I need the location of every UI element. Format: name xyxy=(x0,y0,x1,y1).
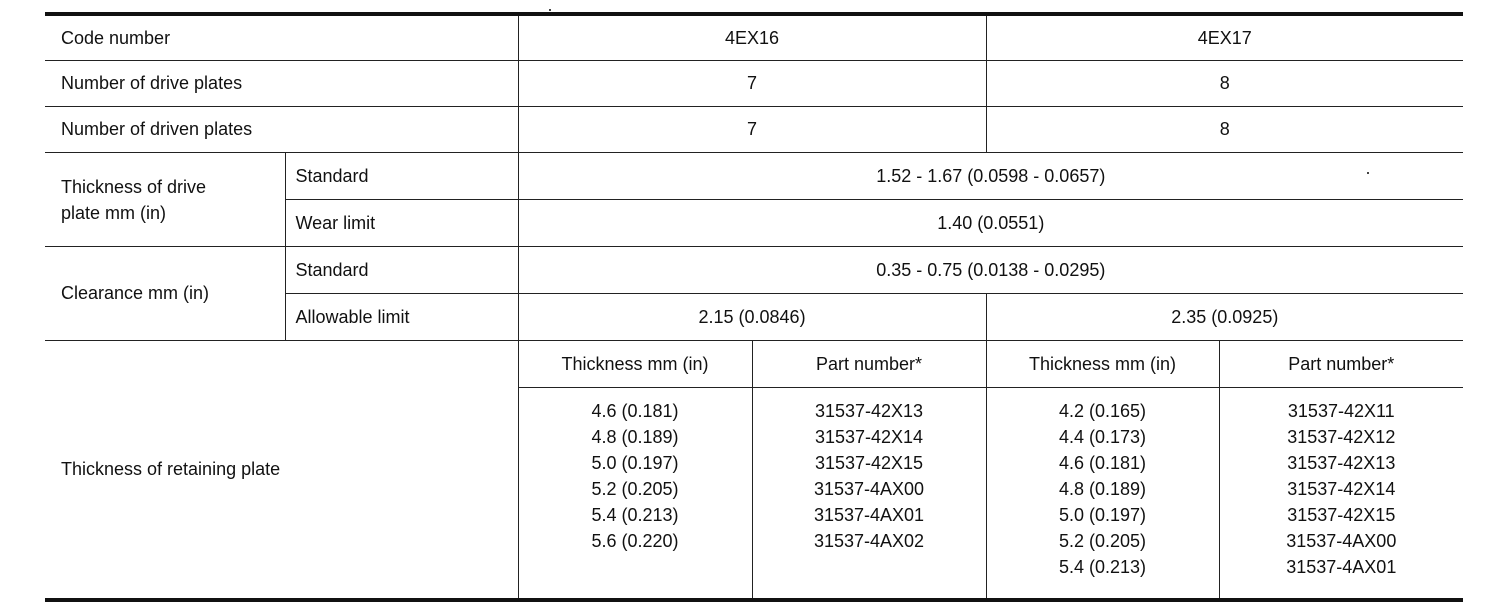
scan-speck xyxy=(549,9,551,11)
list-item: 4.4 (0.173) xyxy=(1059,427,1147,447)
code-number-4ex16: 4EX16 xyxy=(518,14,986,61)
drive-thickness-label-line1: Thickness of drive xyxy=(61,176,207,197)
clearance-allowable-label: Allowable limit xyxy=(285,294,518,341)
table-row-code-number xyxy=(45,14,1463,61)
list-item: 5.4 (0.213) xyxy=(1059,557,1147,577)
drive-plates-4ex16: 7 xyxy=(518,61,986,107)
list-item: 5.2 (0.205) xyxy=(591,479,679,499)
list-item: 5.4 (0.213) xyxy=(591,505,679,525)
list-item: 31537-42X14 xyxy=(1287,479,1396,499)
list-item: 31537-42X15 xyxy=(1287,505,1396,525)
drive-thickness-wear-value: 1.40 (0.0551) xyxy=(518,200,1463,247)
list-item: 4.6 (0.181) xyxy=(1059,453,1147,473)
list-item: 31537-42X13 xyxy=(1287,453,1396,473)
drive-thickness-standard-label: Standard xyxy=(285,153,518,200)
list-item: 31537-42X14 xyxy=(814,427,924,447)
list-item: 4.2 (0.165) xyxy=(1059,401,1147,421)
list-item: 31537-4AX01 xyxy=(813,505,925,525)
list-item: 5.2 (0.205) xyxy=(1059,531,1147,551)
retaining-4ex16-part-list xyxy=(752,388,986,601)
retaining-4ex16-thickness-list xyxy=(518,388,752,601)
drive-plates-4ex17: 8 xyxy=(986,61,1463,107)
code-number-4ex17: 4EX17 xyxy=(986,14,1463,61)
retaining-4ex17-thickness-list xyxy=(986,388,1219,601)
list-item: 31537-42X15 xyxy=(814,453,924,473)
drive-thickness-wear-label: Wear limit xyxy=(285,200,518,247)
clearance-standard-label: Standard xyxy=(285,247,518,294)
retaining-4ex16-part-header: Part number* xyxy=(752,341,986,388)
driven-plates-4ex16: 7 xyxy=(518,107,986,153)
drive-thickness-standard-value: 1.52 - 1.67 (0.0598 - 0.0657) xyxy=(518,153,1463,200)
table-row-retaining-header xyxy=(45,341,1463,388)
driven-plates-4ex17: 8 xyxy=(986,107,1463,153)
list-item: 4.8 (0.189) xyxy=(591,427,679,447)
clearance-allowable-4ex16: 2.15 (0.0846) xyxy=(518,294,986,341)
list-item: 5.0 (0.197) xyxy=(1059,505,1147,525)
specification-table xyxy=(45,12,1463,602)
list-item: 31537-42X11 xyxy=(1287,401,1395,421)
list-item: 31537-4AX00 xyxy=(1286,531,1397,551)
list-item: 31537-4AX00 xyxy=(813,479,925,499)
retaining-4ex16-thickness-header: Thickness mm (in) xyxy=(518,341,752,388)
drive-plates-label: Number of drive plates xyxy=(45,61,518,107)
table-row-clearance-standard xyxy=(45,247,1463,294)
list-item: 31537-42X13 xyxy=(814,401,924,421)
retaining-4ex17-part-header: Part number* xyxy=(1219,341,1463,388)
retaining-4ex17-part-list xyxy=(1219,388,1463,601)
drive-thickness-label xyxy=(45,153,285,247)
clearance-label: Clearance mm (in) xyxy=(45,247,285,341)
list-item: 31537-42X12 xyxy=(1287,427,1396,447)
driven-plates-label: Number of driven plates xyxy=(45,107,518,153)
table-row-drive-plates xyxy=(45,61,1463,107)
clearance-standard-value: 0.35 - 0.75 (0.0138 - 0.0295) xyxy=(518,247,1463,294)
clearance-allowable-4ex17: 2.35 (0.0925) xyxy=(986,294,1463,341)
table-row-driven-plates xyxy=(45,107,1463,153)
list-item: 4.8 (0.189) xyxy=(1059,479,1147,499)
code-number-label: Code number xyxy=(45,14,518,61)
list-item: 4.6 (0.181) xyxy=(591,401,679,421)
drive-thickness-label-line2: plate mm (in) xyxy=(61,202,167,223)
retaining-4ex17-thickness-header: Thickness mm (in) xyxy=(986,341,1219,388)
list-item: 5.0 (0.197) xyxy=(591,453,679,473)
table-row-drive-thickness-standard xyxy=(45,153,1463,200)
list-item: 31537-4AX02 xyxy=(813,531,925,551)
retaining-plate-label: Thickness of retaining plate xyxy=(45,341,518,601)
list-item: 31537-4AX01 xyxy=(1286,557,1397,577)
list-item: 5.6 (0.220) xyxy=(591,531,679,551)
